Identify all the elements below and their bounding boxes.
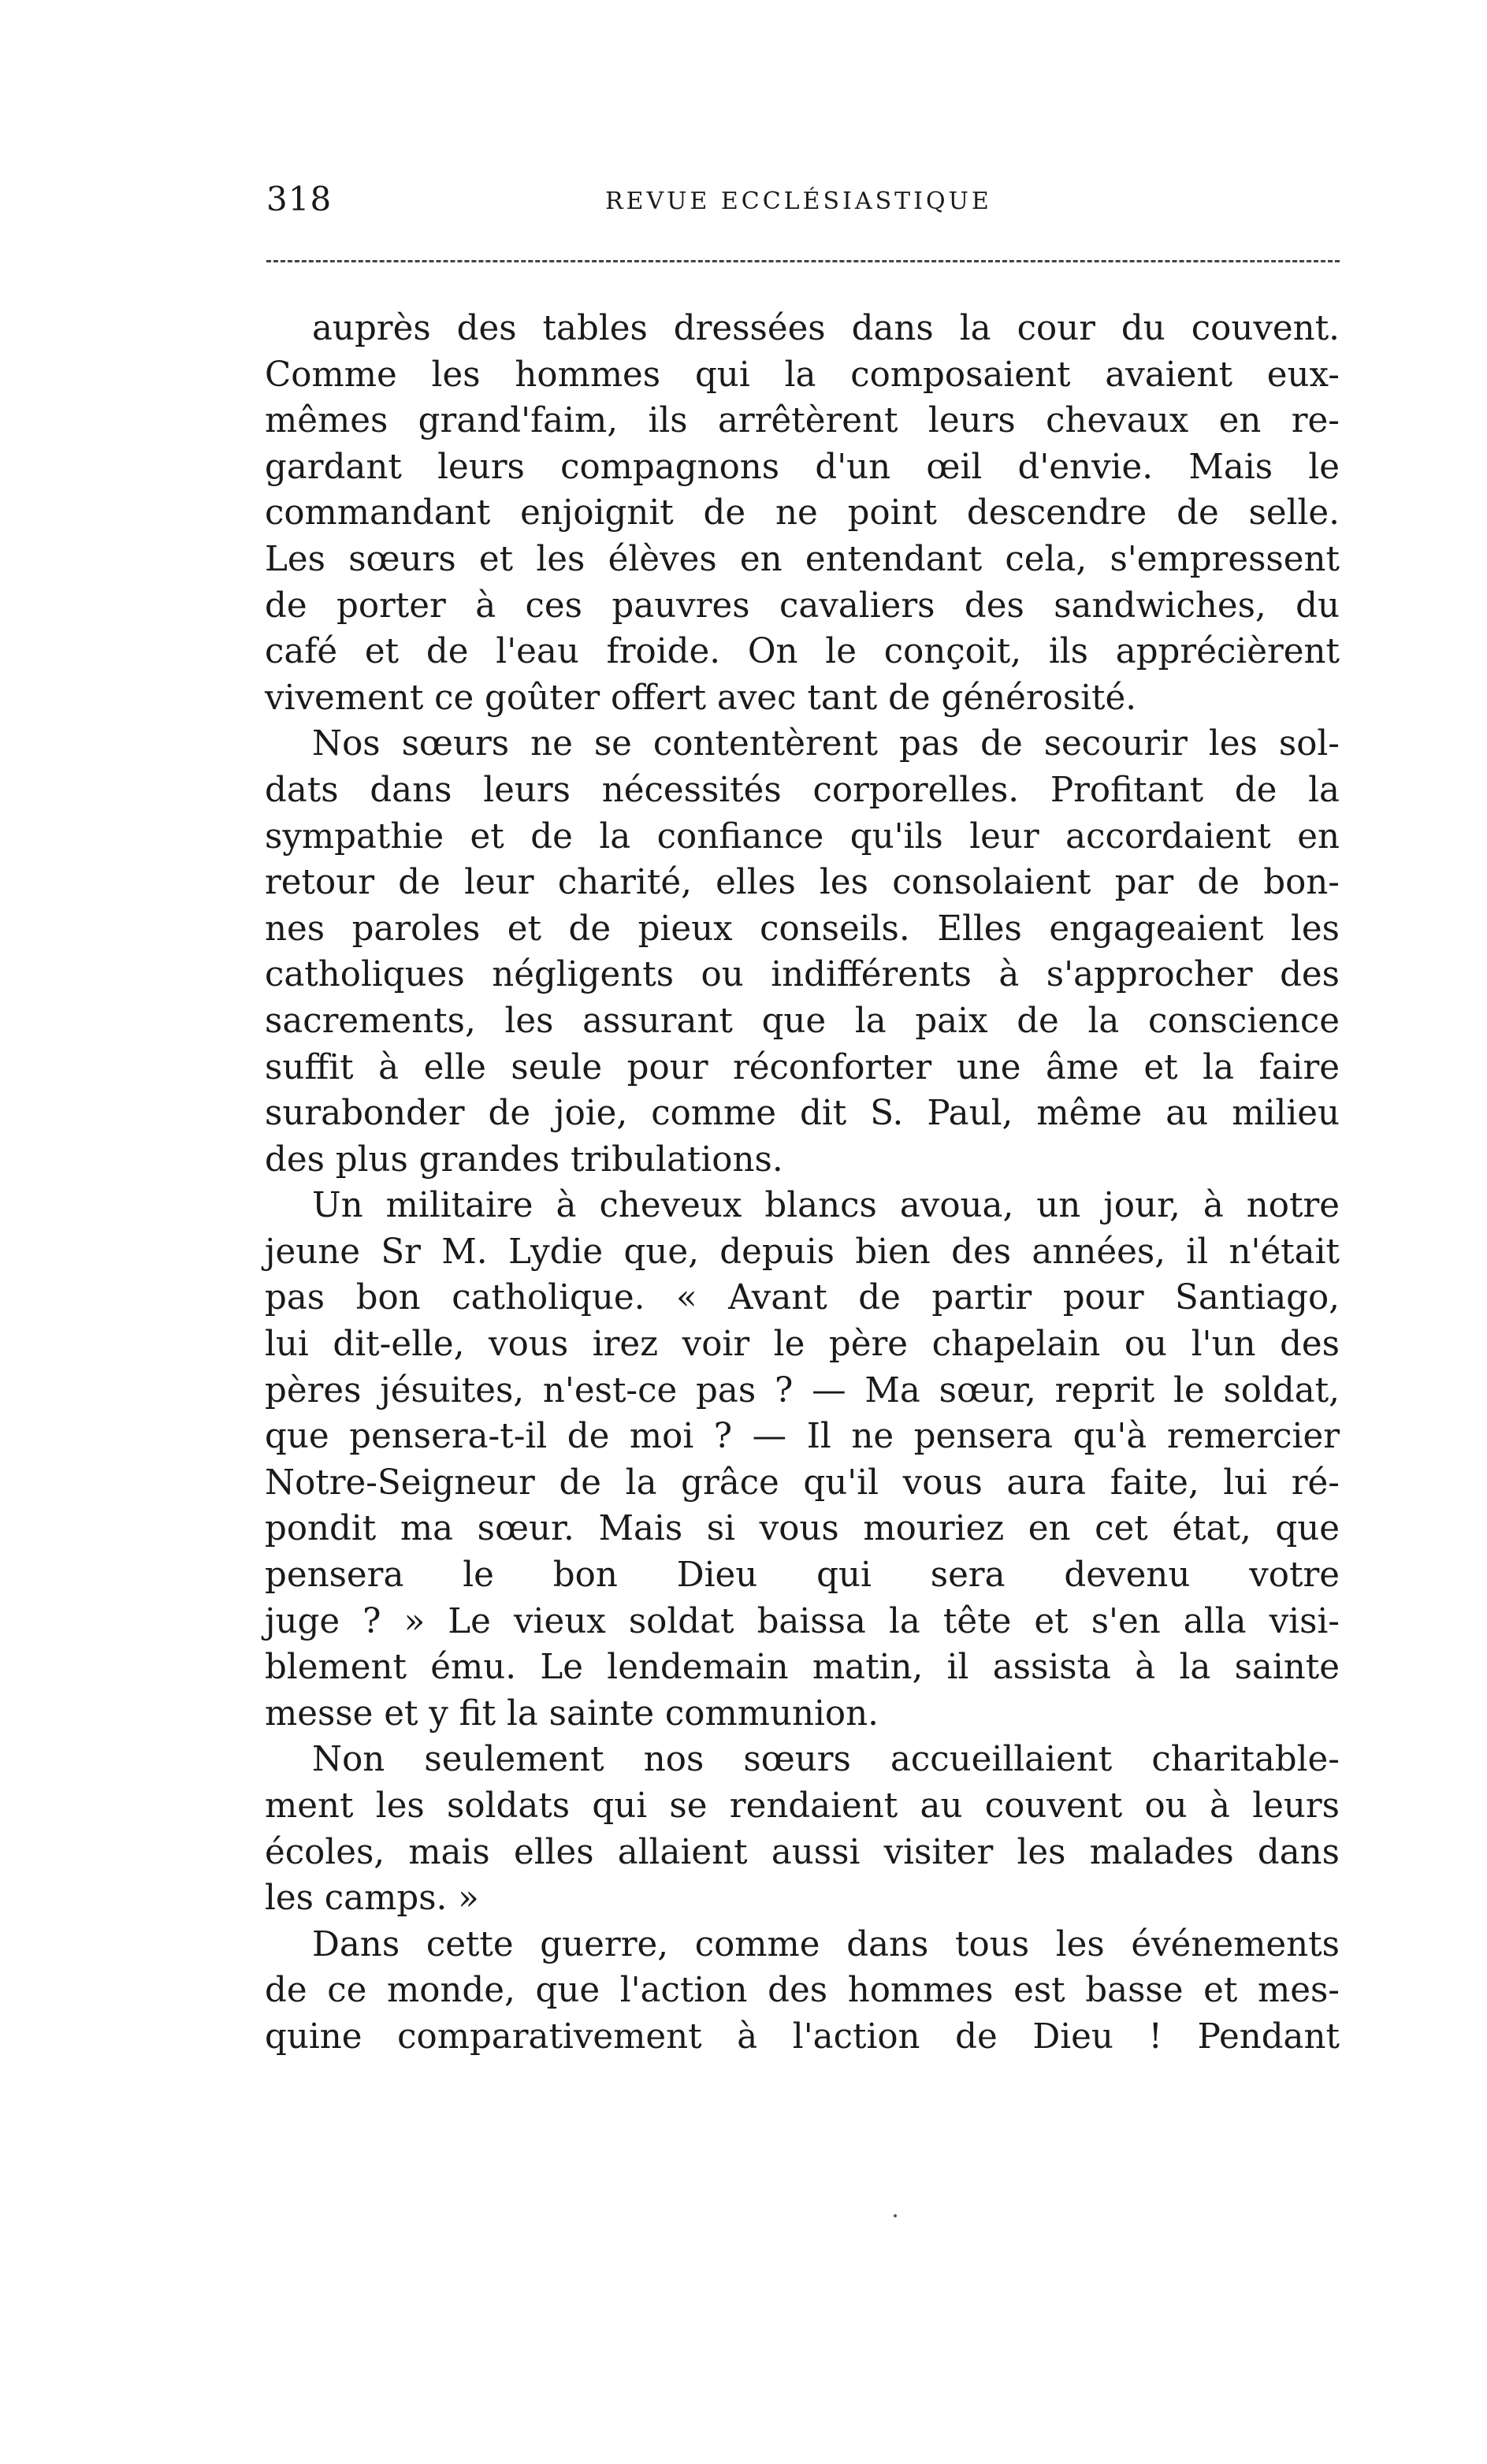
text-line: de porter à ces pauvres cavaliers des sandwiches, du <box>265 585 1340 626</box>
text-line: blement ému. Le lendemain matin, il assista à la sainte <box>265 1648 1340 1688</box>
text-line: pères jésuites, n'est-ce pas ? — Ma sœur, reprit le soldat, <box>265 1370 1340 1410</box>
text-line: pas bon catholique. « Avant de partir pour Santiago, <box>265 1278 1340 1318</box>
paragraph <box>265 1922 1340 2061</box>
text-line: Non seulement nos sœurs accueillaient charitable- <box>312 1740 1340 1780</box>
text-line: de ce monde, que l'action des hommes est basse et mes- <box>265 1971 1340 2011</box>
text-line: Nos sœurs ne se contentèrent pas de secourir les sol- <box>312 724 1340 764</box>
text-line: mêmes grand'faim, ils arrêtèrent leurs chevaux en re- <box>265 401 1340 441</box>
text-line: messe et y fit la sainte communion. <box>265 1693 879 1734</box>
text-line: auprès des tables dressées dans la cour du couvent. <box>312 309 1340 348</box>
text-line: écoles, mais elles allaient aussi visiter les malades dans <box>265 1832 1340 1872</box>
text-line: des plus grandes tribulations. <box>265 1139 783 1180</box>
paragraph <box>265 1183 1340 1737</box>
text-line: suffit à elle seule pour réconforter une âme et la faire <box>265 1047 1340 1087</box>
text-line: retour de leur charité, elles les consolaient par de bon- <box>265 863 1340 903</box>
text-line: quine comparativement à l'action de Dieu ! Pendant <box>265 2016 1340 2057</box>
text-line: Dans cette guerre, comme dans tous les événements <box>312 1924 1340 1964</box>
text-line: sacrements, les assurant que la paix de la conscience <box>265 1001 1340 1041</box>
text-line: surabonder de joie, comme dit S. Paul, même au milieu <box>265 1094 1340 1134</box>
text-line: les camps. » <box>265 1879 479 1919</box>
running-title: REVUE ECCLÉSIASTIQUE <box>605 188 992 215</box>
paragraph <box>265 306 1340 721</box>
body-text <box>265 306 1340 2061</box>
text-line: café et de l'eau froide. On le conçoit, ils apprécièrent <box>265 632 1340 672</box>
text-line: gardant leurs compagnons d'un œil d'envie. Mais le <box>265 447 1340 487</box>
text-line: nes paroles et de pieux conseils. Elles engageaient les <box>265 909 1340 949</box>
text-line: sympathie et de la confiance qu'ils leur accordaient en <box>265 816 1340 857</box>
text-line: catholiques négligents ou indifférents à s'approcher des <box>265 955 1340 995</box>
text-line: Les sœurs et les élèves en entendant cela, s'empressent <box>265 539 1340 579</box>
text-line: pondit ma sœur. Mais si vous mouriez en cet état, que <box>265 1509 1340 1549</box>
header-rule <box>266 260 1340 262</box>
print-speck <box>894 2214 897 2217</box>
text-line: Un militaire à cheveux blancs avoua, un jour, à notre <box>312 1186 1340 1226</box>
text-line: pensera le bon Dieu qui sera devenu votre <box>265 1555 1340 1596</box>
running-head <box>266 180 1340 227</box>
text-line: Notre-Seigneur de la grâce qu'il vous aura faite, lui ré- <box>265 1462 1340 1503</box>
text-line: commandant enjoignit de ne point descendre de selle. <box>265 493 1340 533</box>
text-line: dats dans leurs nécessités corporelles. Profitant de la <box>265 770 1340 810</box>
text-line: Comme les hommes qui la composaient avaient eux- <box>265 355 1340 395</box>
paragraph <box>265 721 1340 1183</box>
page-number: 318 <box>266 180 333 218</box>
paragraph <box>265 1737 1340 1921</box>
text-line: lui dit-elle, vous irez voir le père chapelain ou l'un des <box>265 1325 1340 1365</box>
text-line: juge ? » Le vieux soldat baissa la tête et s'en alla visi- <box>265 1601 1340 1641</box>
text-line: vivement ce goûter offert avec tant de générosité. <box>265 678 1137 718</box>
text-line: que pensera-t-il de moi ? — Il ne pensera qu'à remercier <box>265 1417 1340 1457</box>
text-line: jeune Sr M. Lydie que, depuis bien des années, il n'était <box>265 1232 1340 1272</box>
text-line: ment les soldats qui se rendaient au couvent ou à leurs <box>265 1786 1340 1826</box>
